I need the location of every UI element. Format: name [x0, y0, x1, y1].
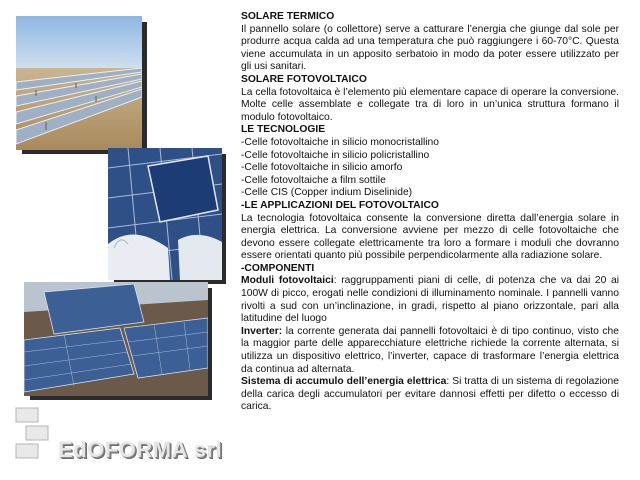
content-column: [241, 11, 619, 414]
section-heading: -COMPONENTI: [241, 262, 315, 274]
pv-cell-photo: [108, 148, 222, 280]
term-paragraph: [241, 376, 619, 414]
term-label: Sistema di accumulo dell’energia elettrica: [241, 376, 447, 388]
section-heading: SOLARE FOTOVOLTAICO: [241, 73, 367, 85]
section-heading: -LE APPLICAZIONI DEL FOTOVOLTAICO: [241, 199, 439, 211]
section-heading: SOLARE TERMICO: [241, 11, 335, 22]
list-item: -Celle CIS (Copper indium Diselinide): [241, 187, 413, 199]
term-label: Moduli fotovoltaici: [241, 275, 334, 287]
section-paragraph: Il pannello solare (o collettore) serve a catturare l’energia che giunge dal sole per produrre acqua calda ad una temperatura che può raggiungere i 60-70°C. Questa viene accumulata in un apposito serbatoio in modo da poter essere utilizzato per gli usi sanitari.: [241, 23, 619, 73]
company-logo: EdOFORMA srl: [58, 437, 223, 462]
term-text: : raggruppamenti piani di celle, di potenza che va dai 20 ai 100W di picco, erogati nelle condizioni di illuminamento nominale. I pannelli vanno rivolti a sud con un’inclinazione, in gradi, rispetto al piano orizzontale, pari alla latitudine del luogo: [241, 275, 619, 325]
term-text: la corrente generata dai pannelli fotovoltaici è di tipo continuo, visto che la maggior parte delle apparecchiature elettriche richiede la corrente alternata, si utilizza un dispositivo elettrico, l’inverter, capace di trasformare l’energia elettrica da continua ad alternata.: [241, 325, 619, 375]
list-item: -Celle fotovoltaiche in silicio amorfo: [241, 162, 403, 174]
pv-roof-photo: [24, 282, 208, 396]
term-paragraph: [241, 275, 619, 325]
section-paragraph: La cella fotovoltaica è l’elemento più elementare capace di operare la conversione. Molte celle assemblate e collegate tra di loro in un’unica struttura formano il modulo fotovoltaico.: [241, 86, 619, 123]
solar-thermal-photo: [16, 16, 142, 150]
logo-mark-icon: [14, 406, 50, 462]
list-item: -Celle fotovoltaiche a film sottile: [241, 174, 386, 186]
section-paragraph: La tecnologia fotovoltaica consente la conversione diretta dall’energia solare in energia elettrica. La conversione avviene per mezzo di celle fotovoltaiche che devono essere collegate elettricamente tra loro a formare i moduli che dovranno essere orientati quanto più possibile perpendicolarmente alla radiazione solare.: [241, 212, 619, 262]
section-heading: LE TECNOLOGIE: [241, 124, 326, 136]
term-paragraph: [241, 326, 619, 376]
term-text: : Si tratta di un sistema di regolazione della carica degli accumulatori per evitare dannosi effetti per difetto o eccesso di carica.: [241, 376, 619, 413]
list-item: -Celle fotovoltaiche in silicio policristallino: [241, 149, 430, 161]
term-label: Inverter:: [241, 325, 283, 337]
list-item: -Celle fotovoltaiche in silicio monocristallino: [241, 136, 440, 148]
